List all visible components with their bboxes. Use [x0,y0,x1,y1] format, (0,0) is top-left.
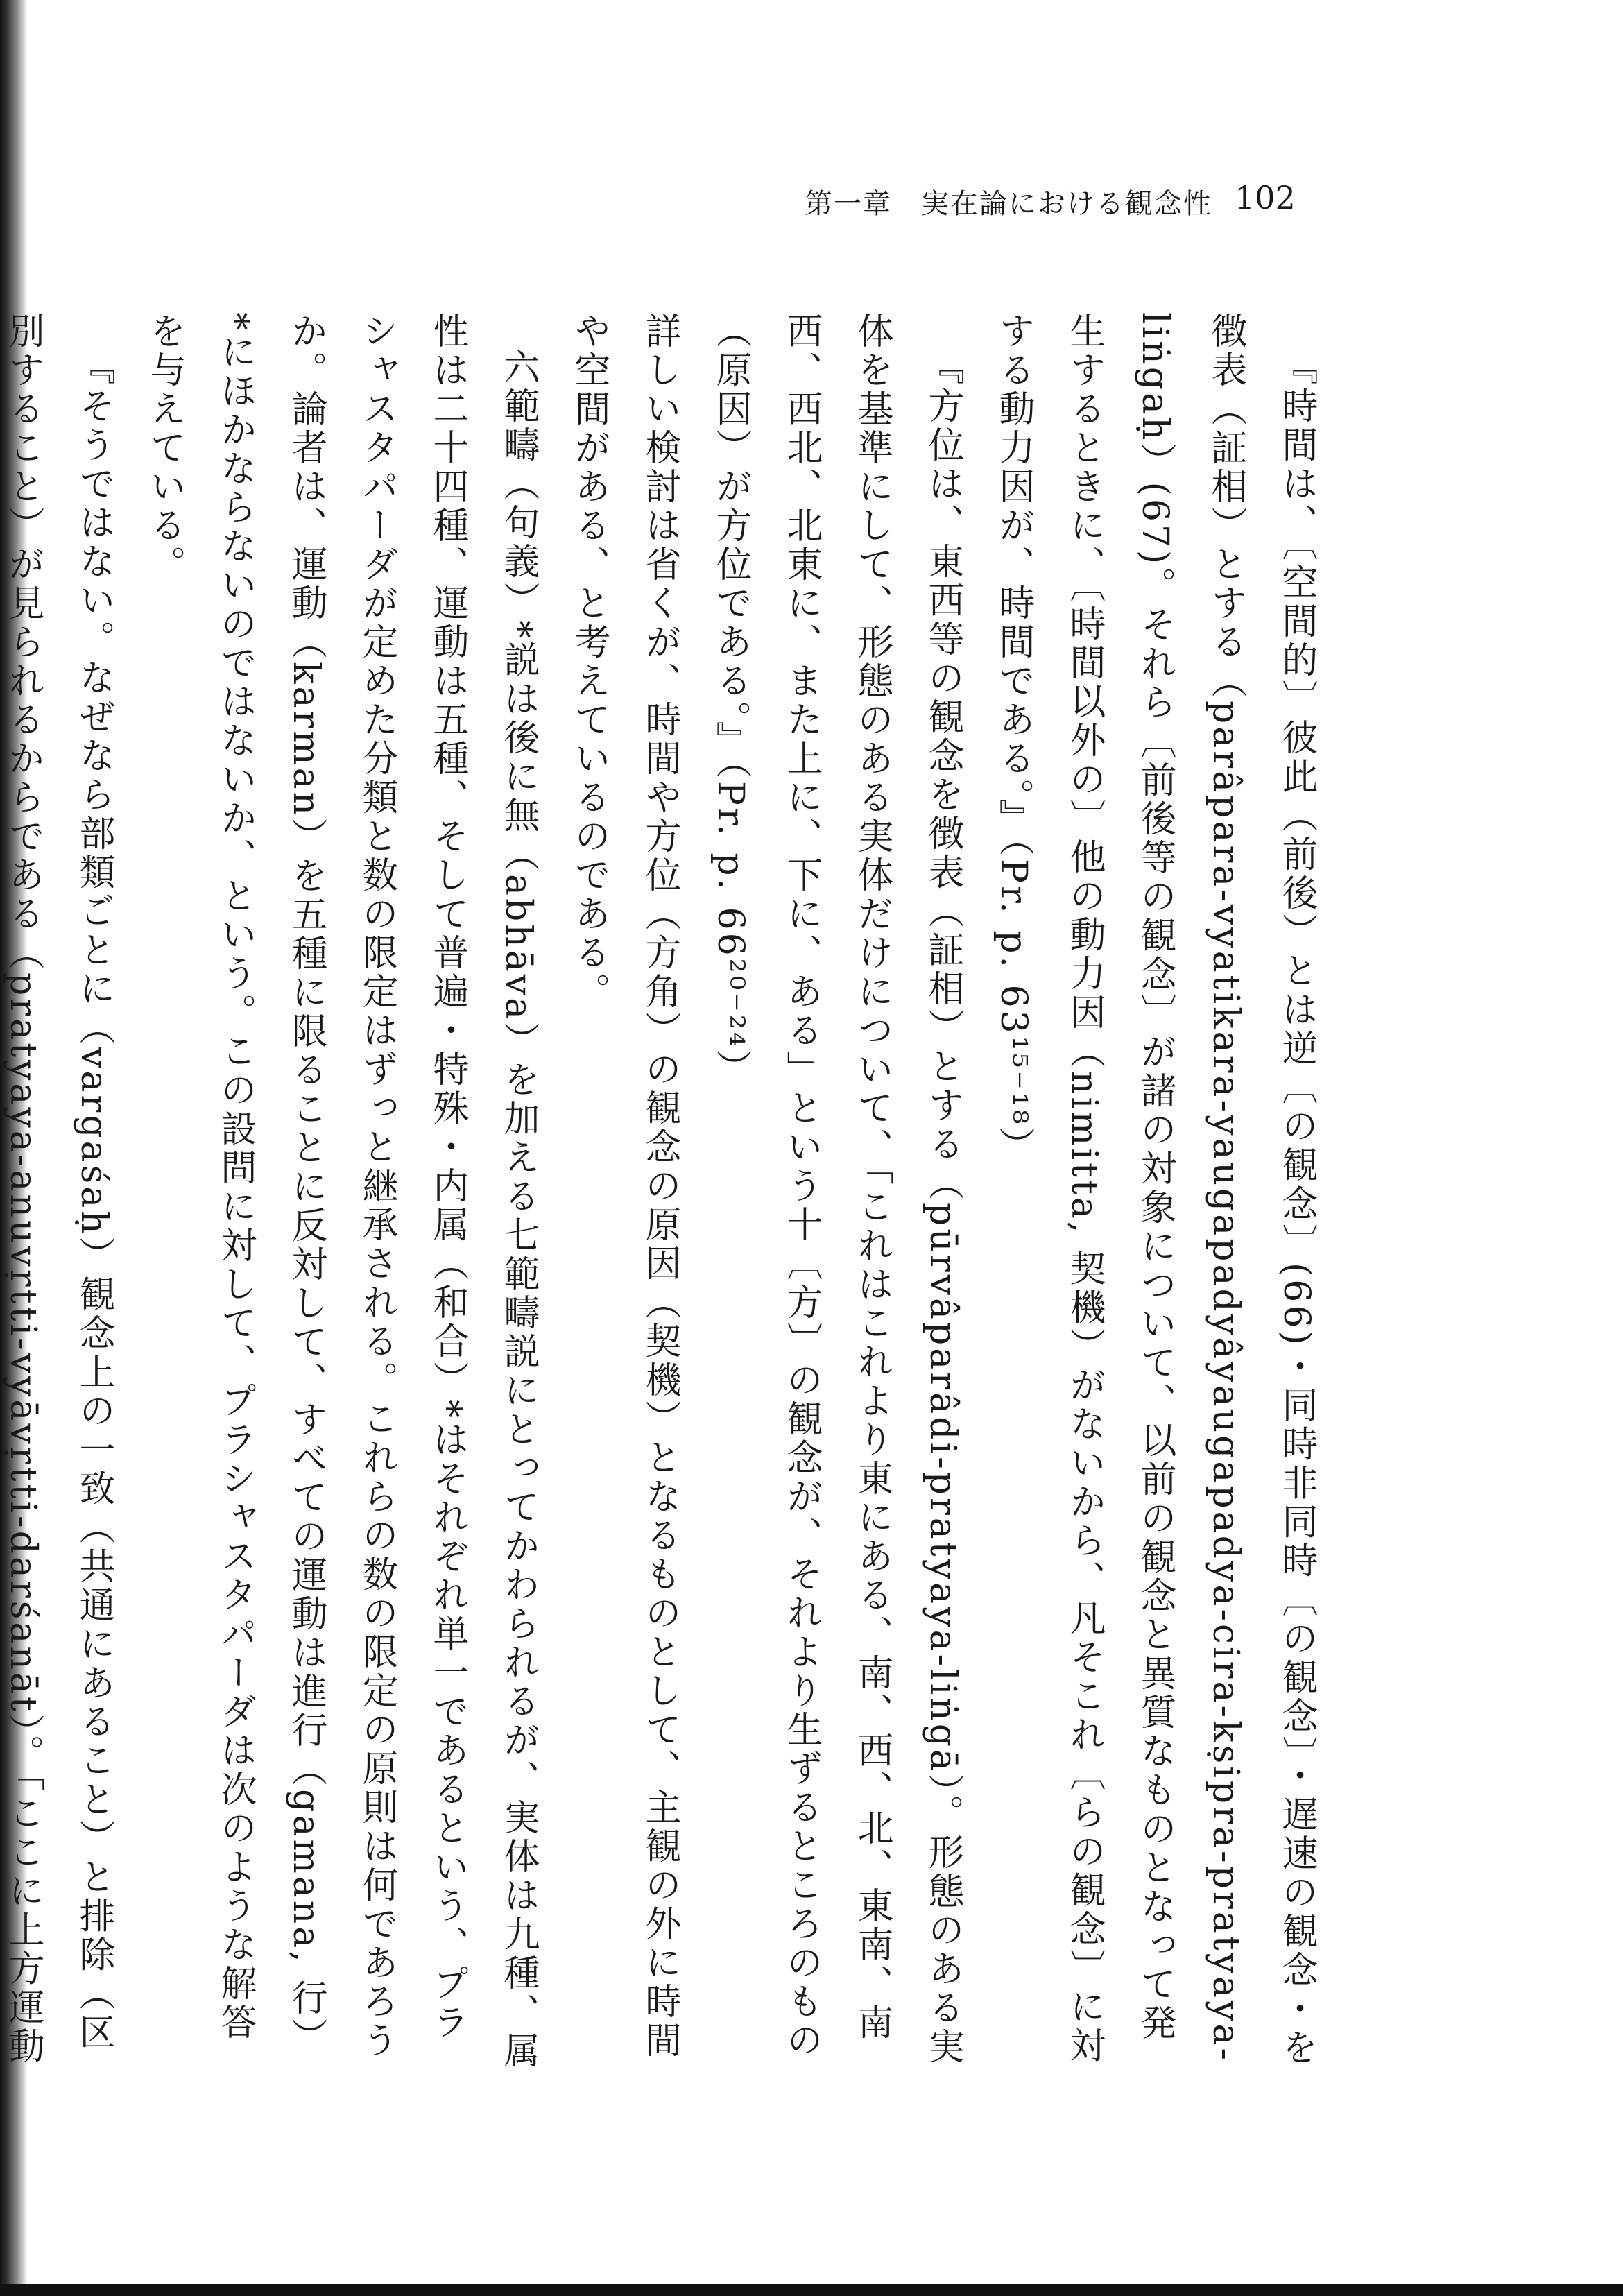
paragraph-summary: 詳しい検討は省くが、時間や方位（方角）の観念の原因（契機）となるものとして、主観の外に時間や空間がある、と考えているのである。 [568,312,680,2060]
paragraph-time-quote: 『時間は、〔空間的〕彼此（前後）とは逆〔の観念〕(66)・同時非同時〔の観念〕・遅速の観念・を徴表（証相）とする（parâpara-vyatikara-yaugapadyâyaugapadya-cira-kṣipra-pratyaya-liṅgaḥ）(67)。それら〔前後等の観念〕が諸の対象について、以前の観念と異質なものとなって発生するときに、〔時間以外の〕他の動力因（nimitta, 契機）がないから、凡そこれ〔らの観念〕に対する動力因が、時間である。』（Pr. p. 63¹⁵⁻¹⁸） [993,312,1317,2068]
running-head-chapter-title: 第一章 実在論における観念性 [805,188,1212,220]
page-number: 102 [1235,179,1296,216]
vertical-body-text [2,312,1332,2074]
bottom-scan-border [0,2284,1623,2296]
paragraph-direction-quote: 『方位は、東西等の観念を徴表（証相）とする（pūrvâparâdi-pratyaya-liṅgā）。形態のある実体を基準にして、形態のある実体だけについて、「これはこれより東にある、南、西、北、東南、南西、西北、北東に、また上に、下に、ある」という十〔方〕の観念が、それより生ずるところのもの（原因）が方位である。』（Pr. p. 66²⁰⁻²⁴） [710,312,963,2067]
paragraph-answer-quote: 『そうではない。なぜなら部類ごとに（vargaśaḥ）観念上の一致（共通にあること）と排除（区別すること）が見られるからである（pratyaya-anuvṛtti-vyāvṛtti-darśanāt）。「ここに上方運動 [2,312,114,2066]
paragraph-categories: 六範疇（句義）*説は後に無（abhāva）を加える七範疇説にとってかわられるが、実体は九種、属性は二十四種、運動は五種、そして普遍・特殊・内属（和合）*はそれぞれ単一であるという、プラシャスタパーダが定めた分類と数の限定はずっと継承される。これらの数の限定の原則は何であろうか。論者は、運動（karman）を五種に限ることに反対して、すべての運動は進行（gamana, 行）*にほかならないのではないか、という。この設問に対して、プラシャスタパーダは次のような解答を与えている。 [144,312,539,2071]
